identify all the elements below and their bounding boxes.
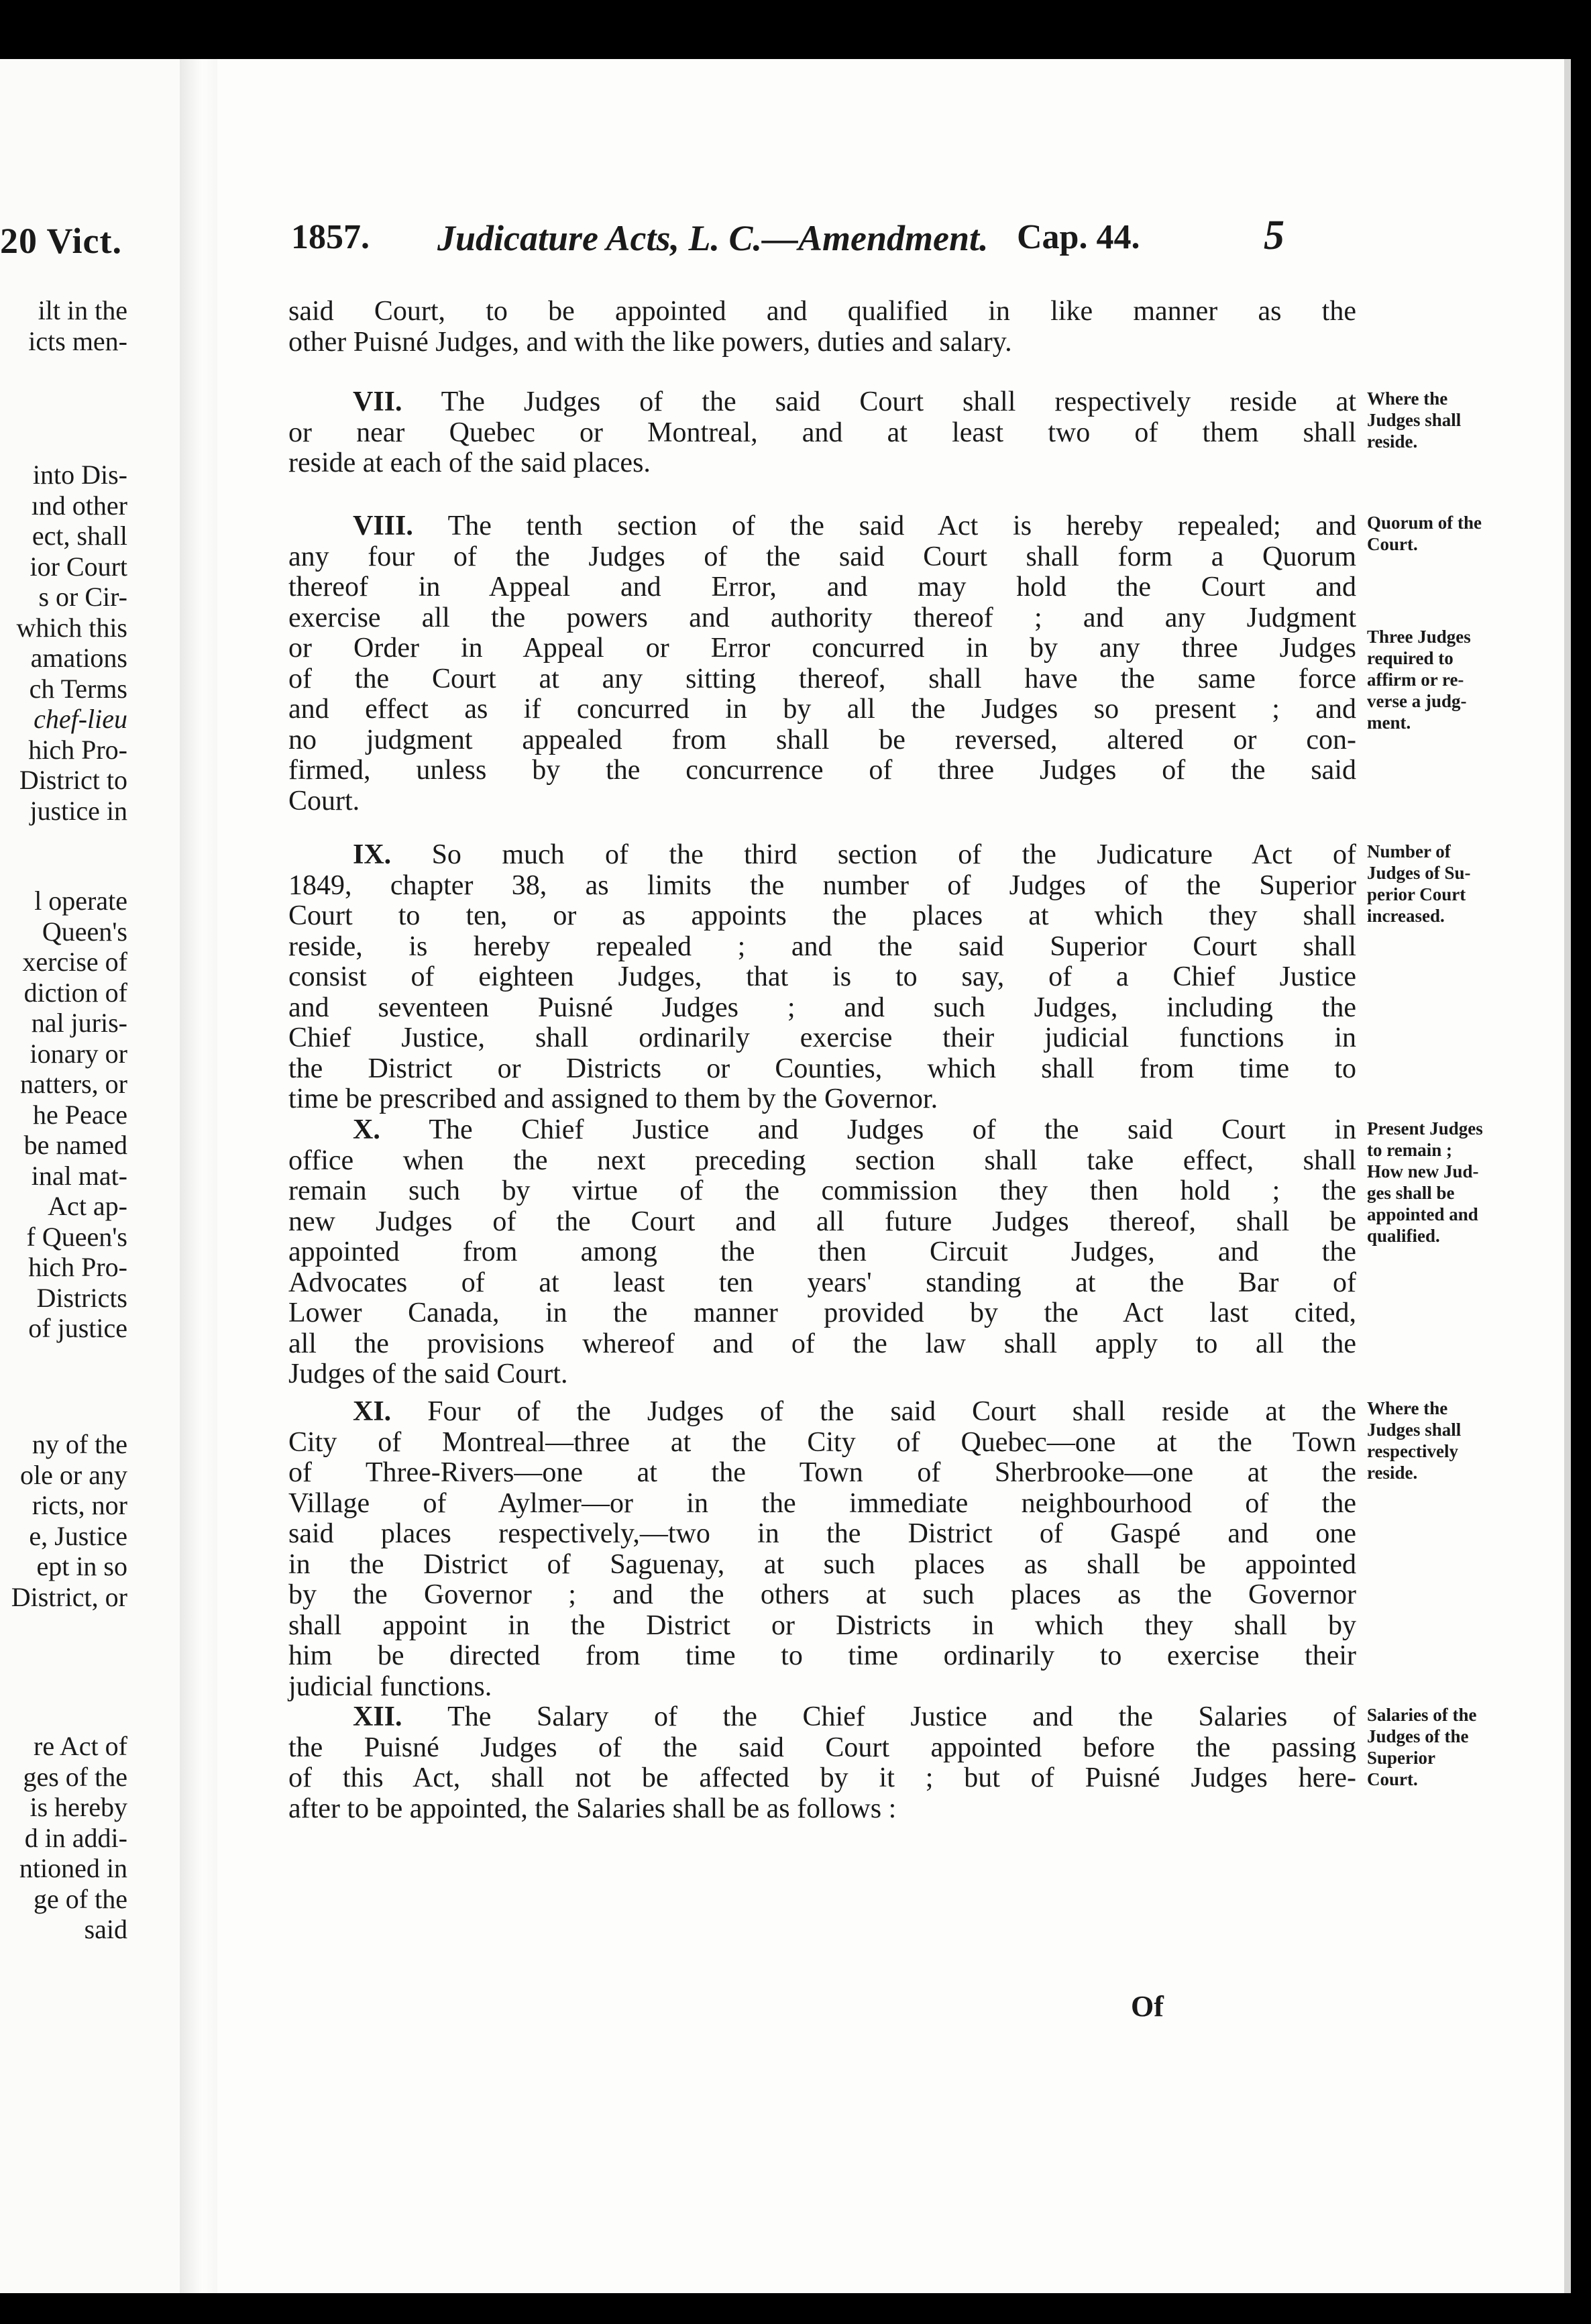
margin-note-line: to remain ;	[1367, 1140, 1452, 1160]
left-page-line: said	[84, 1914, 127, 1944]
line-text: of Three-Rivers—one at the Town of Sherbrooke—one at the	[288, 1457, 1356, 1488]
header-chapter: Cap. 44.	[1017, 218, 1140, 256]
text-line	[288, 1330, 1356, 1358]
text-line	[288, 1609, 1356, 1641]
margin-note-line: increased.	[1367, 906, 1445, 926]
left-page-line: hich Pro-	[28, 1252, 127, 1282]
left-page-line: d in addi-	[24, 1822, 127, 1853]
margin-note-line: Judges of the	[1367, 1726, 1469, 1746]
margin-note-line: Where the	[1367, 388, 1448, 409]
line-text: Chief Justice, shall ordinarily exercise their judicial functions in	[288, 1022, 1356, 1053]
section-number: VII.	[353, 386, 441, 417]
margin-note-line: Superior	[1367, 1748, 1436, 1768]
left-page-line: ges of the	[23, 1761, 127, 1792]
text-line	[288, 419, 1356, 447]
line-text: judicial functions.	[288, 1671, 492, 1702]
margin-note-line: Where the	[1367, 1398, 1448, 1418]
line-text: or near Quebec or Montreal, and at least two of them shall	[288, 417, 1356, 448]
text-line	[288, 634, 1356, 662]
line-text: appointed from among the then Circuit Judges, and the	[288, 1236, 1356, 1267]
text-line	[288, 1360, 1356, 1388]
text-line	[288, 994, 1356, 1022]
section-number: VIII.	[353, 511, 448, 541]
margin-note-line: ment.	[1367, 712, 1411, 733]
header-year: 1857.	[291, 218, 370, 256]
text-line	[288, 449, 1356, 477]
margin-note-line: qualified.	[1367, 1226, 1440, 1246]
text-line	[288, 841, 1356, 869]
text-line	[288, 1208, 1356, 1236]
line-text: The Chief Justice and Judges of the said Court in	[429, 1114, 1356, 1145]
text-line	[288, 1581, 1356, 1609]
left-page-line: Queen's	[42, 916, 127, 947]
line-text: consist of eighteen Judges, that is to say, of a Chief Justice	[288, 961, 1356, 992]
left-page-line: ept in so	[36, 1551, 127, 1581]
margin-note-line: How new Jud-	[1367, 1161, 1479, 1181]
margin-note-line: Court.	[1367, 1769, 1418, 1789]
margin-note-line: affirm or re-	[1367, 670, 1464, 690]
text-line	[288, 604, 1356, 632]
text-line	[288, 1673, 1356, 1701]
left-page-line: Act ap-	[48, 1191, 127, 1221]
left-page-line: ect, shall	[32, 521, 127, 551]
line-text: Lower Canada, in the manner provided by the Act last cited,	[288, 1298, 1356, 1328]
left-page-line: icts men-	[28, 325, 127, 356]
text-line	[288, 1764, 1356, 1792]
left-page-fragment	[0, 59, 181, 2293]
header-title: Judicature Acts, L. C.—Amendment.	[437, 218, 989, 258]
line-text: reside at each of the said places.	[288, 447, 651, 478]
line-text: Judges of the said Court.	[288, 1359, 568, 1389]
left-page-header: 20 Vict.	[0, 221, 122, 261]
text-line	[288, 1795, 1356, 1823]
left-page-line: into Dis-	[32, 460, 127, 490]
left-page-line: ınd other	[31, 490, 127, 521]
text-line	[288, 1459, 1356, 1487]
line-text: shall appoint in the District or Districts in which they shall by	[288, 1609, 1356, 1641]
text-line	[288, 1642, 1356, 1670]
text-line	[288, 328, 1356, 356]
line-text: any four of the Judges of the said Court shall form a Quorum	[288, 541, 1356, 572]
line-text: said Court, to be appointed and qualified in like manner as the	[288, 296, 1356, 327]
left-page-line: nal juris-	[31, 1008, 127, 1038]
margin-note-line: respectively	[1367, 1441, 1458, 1461]
left-page-line: l operate	[34, 886, 127, 916]
line-text: in the District of Saguenay, at such places as shall be appointed	[288, 1548, 1356, 1580]
text-line	[288, 726, 1356, 754]
line-text: Advocates of at least ten years' standing at the Bar of	[288, 1267, 1356, 1298]
left-page-line: is hereby	[30, 1792, 127, 1822]
line-text: City of Montreal—three at the City of Quebec—one at the Town	[288, 1426, 1356, 1458]
line-text: The Salary of the Chief Justice and the Salaries of	[447, 1701, 1356, 1732]
left-page-line: District, or	[11, 1581, 127, 1612]
section-number: XII.	[353, 1701, 448, 1732]
left-page-line: ilt in the	[38, 295, 127, 325]
left-page-line: re Act of	[34, 1731, 127, 1761]
margin-note-line: Salaries of the	[1367, 1705, 1477, 1725]
text-line	[288, 1269, 1356, 1297]
line-text: and effect as if concurred in by all the Judges so present ; and	[288, 694, 1356, 725]
text-line	[288, 963, 1356, 991]
text-line	[288, 756, 1356, 784]
line-text: by the Governor ; and the others at such places as the Governor	[288, 1579, 1356, 1610]
text-line	[288, 1550, 1356, 1579]
line-text: him be directed from time to time ordinarily to exercise their	[288, 1640, 1356, 1671]
text-line	[288, 665, 1356, 693]
left-page-line: ionary or	[30, 1038, 127, 1069]
margin-note-line: Quorum of the	[1367, 513, 1482, 533]
text-line	[288, 1703, 1356, 1731]
text-line	[288, 1397, 1356, 1426]
text-line	[288, 695, 1356, 723]
line-text: 1849, chapter 38, as limits the number of Judges of the Superior	[288, 869, 1356, 901]
line-text: or Order in Appeal or Error concurred in by any three Judges	[288, 633, 1356, 664]
line-text: time be prescribed and assigned to them by the Governor.	[288, 1084, 938, 1114]
left-page-line: inal mat-	[31, 1160, 127, 1191]
left-page-line: f Queen's	[26, 1221, 127, 1252]
line-text: and seventeen Puisné Judges ; and such Judges, including the	[288, 992, 1356, 1023]
text-line	[288, 543, 1356, 571]
left-page-line: ge of the	[34, 1883, 127, 1914]
right-page	[217, 59, 1564, 2293]
text-line	[288, 1734, 1356, 1762]
text-line	[288, 297, 1356, 325]
line-text: new Judges of the Court and all future Judges thereof, shall be	[288, 1206, 1356, 1237]
left-page-line: Districts	[36, 1282, 127, 1313]
text-line	[288, 869, 1356, 901]
line-text: remain such by virtue of the commission they then hold ; the	[288, 1175, 1356, 1206]
margin-note-line: Judges shall	[1367, 410, 1462, 430]
text-line	[288, 1428, 1356, 1457]
text-line	[288, 933, 1356, 961]
page-number: 5	[1264, 213, 1284, 258]
left-page-line: ny of the	[32, 1429, 127, 1459]
left-page-line: natters, or	[20, 1069, 127, 1099]
line-text: office when the next preceding section shall take effect, shall	[288, 1145, 1356, 1176]
left-page-line: ole or any	[20, 1459, 127, 1490]
left-page-line: diction of	[23, 977, 127, 1008]
section-number: XI.	[353, 1396, 428, 1427]
left-page-line: he Peace	[32, 1099, 127, 1130]
line-text: all the provisions whereof and of the law shall apply to all the	[288, 1328, 1356, 1359]
line-text: the District or Districts or Counties, which shall from time to	[288, 1053, 1356, 1084]
line-text: Four of the Judges of the said Court shall reside at the	[427, 1396, 1356, 1427]
left-page-line: hich Pro-	[28, 734, 127, 765]
margin-note-line: Court.	[1367, 534, 1418, 554]
line-text: The Judges of the said Court shall respectively reside at	[441, 386, 1356, 417]
margin-note-line: verse a judg-	[1367, 691, 1467, 711]
line-text: Court to ten, or as appoints the places at which they shall	[288, 900, 1356, 931]
line-text: the Puisné Judges of the said Court appointed before the passing	[288, 1732, 1356, 1763]
line-text: firmed, unless by the concurrence of three Judges of the said	[288, 755, 1356, 786]
line-text: of this Act, shall not be affected by it ; but of Puisné Judges here-	[288, 1762, 1356, 1793]
text-line	[288, 787, 1356, 815]
line-text: exercise all the powers and authority thereof ; and any Judgment	[288, 602, 1356, 633]
left-page-line: ior Court	[30, 551, 127, 582]
margin-note-line: reside.	[1367, 1463, 1418, 1483]
margin-note-line: ges shall be	[1367, 1183, 1455, 1203]
left-page-line: xercise of	[22, 947, 127, 977]
text-line	[288, 388, 1356, 416]
line-text: Village of Aylmer—or in the immediate neighbourhood of the	[288, 1487, 1356, 1519]
left-page-line: which this	[16, 612, 127, 643]
line-text: reside, is hereby repealed ; and the said Superior Court shall	[288, 931, 1356, 962]
text-line	[288, 1024, 1356, 1052]
line-text: thereof in Appeal and Error, and may hold the Court and	[288, 572, 1356, 602]
text-line	[288, 1238, 1356, 1266]
line-text: after to be appointed, the Salaries shall be as follows :	[288, 1793, 897, 1824]
text-line	[288, 1055, 1356, 1083]
left-page-line: ch Terms	[29, 673, 127, 704]
left-page-line: chef-lieu	[34, 704, 127, 734]
text-line	[288, 1147, 1356, 1175]
text-line	[288, 512, 1356, 540]
margin-note-line: Judges shall	[1367, 1420, 1462, 1440]
margin-note-line: reside.	[1367, 431, 1418, 452]
text-line	[288, 1116, 1356, 1144]
text-line	[288, 1489, 1356, 1518]
margin-note-line: Judges of Su-	[1367, 863, 1471, 883]
left-page-line: justice in	[30, 795, 127, 826]
text-line	[288, 573, 1356, 601]
margin-note-line: Present Judges	[1367, 1118, 1483, 1139]
margin-note-line: Number of	[1367, 841, 1451, 861]
left-page-line: amations	[30, 643, 127, 673]
margin-note-line: Three Judges	[1367, 627, 1471, 647]
text-line	[288, 1177, 1356, 1205]
line-text: no judgment appealed from shall be reversed, altered or con-	[288, 724, 1356, 755]
section-number: IX.	[353, 839, 432, 870]
left-page-line: District to	[19, 765, 127, 795]
left-page-line: ricts, nor	[32, 1490, 127, 1520]
left-page-line: e, Justice	[29, 1520, 127, 1551]
text-line	[288, 902, 1356, 930]
left-page-line: s or Cir-	[38, 582, 127, 612]
catchword: Of	[1131, 1990, 1164, 2023]
book-gutter	[180, 59, 217, 2293]
page-edge	[1564, 59, 1571, 2293]
text-line	[288, 1299, 1356, 1327]
line-text: The tenth section of the said Act is hereby repealed; and	[447, 511, 1356, 541]
line-text: said places respectively,—two in the District of Gaspé and one	[288, 1518, 1356, 1549]
text-line	[288, 1085, 1356, 1113]
margin-note-line: perior Court	[1367, 884, 1466, 904]
left-page-line: of justice	[28, 1313, 127, 1343]
left-page-line: ntioned in	[19, 1853, 127, 1883]
line-text: Court.	[288, 785, 360, 816]
left-page-line: be named	[23, 1130, 127, 1160]
line-text: other Puisné Judges, and with the like powers, duties and salary.	[288, 326, 1012, 358]
margin-note-line: appointed and	[1367, 1204, 1478, 1224]
line-text: So much of the third section of the Judicature Act of	[431, 839, 1356, 870]
text-line	[288, 1520, 1356, 1548]
line-text: of the Court at any sitting thereof, shall have the same force	[288, 663, 1356, 694]
margin-note-line: required to	[1367, 648, 1453, 668]
section-number: X.	[353, 1114, 429, 1145]
